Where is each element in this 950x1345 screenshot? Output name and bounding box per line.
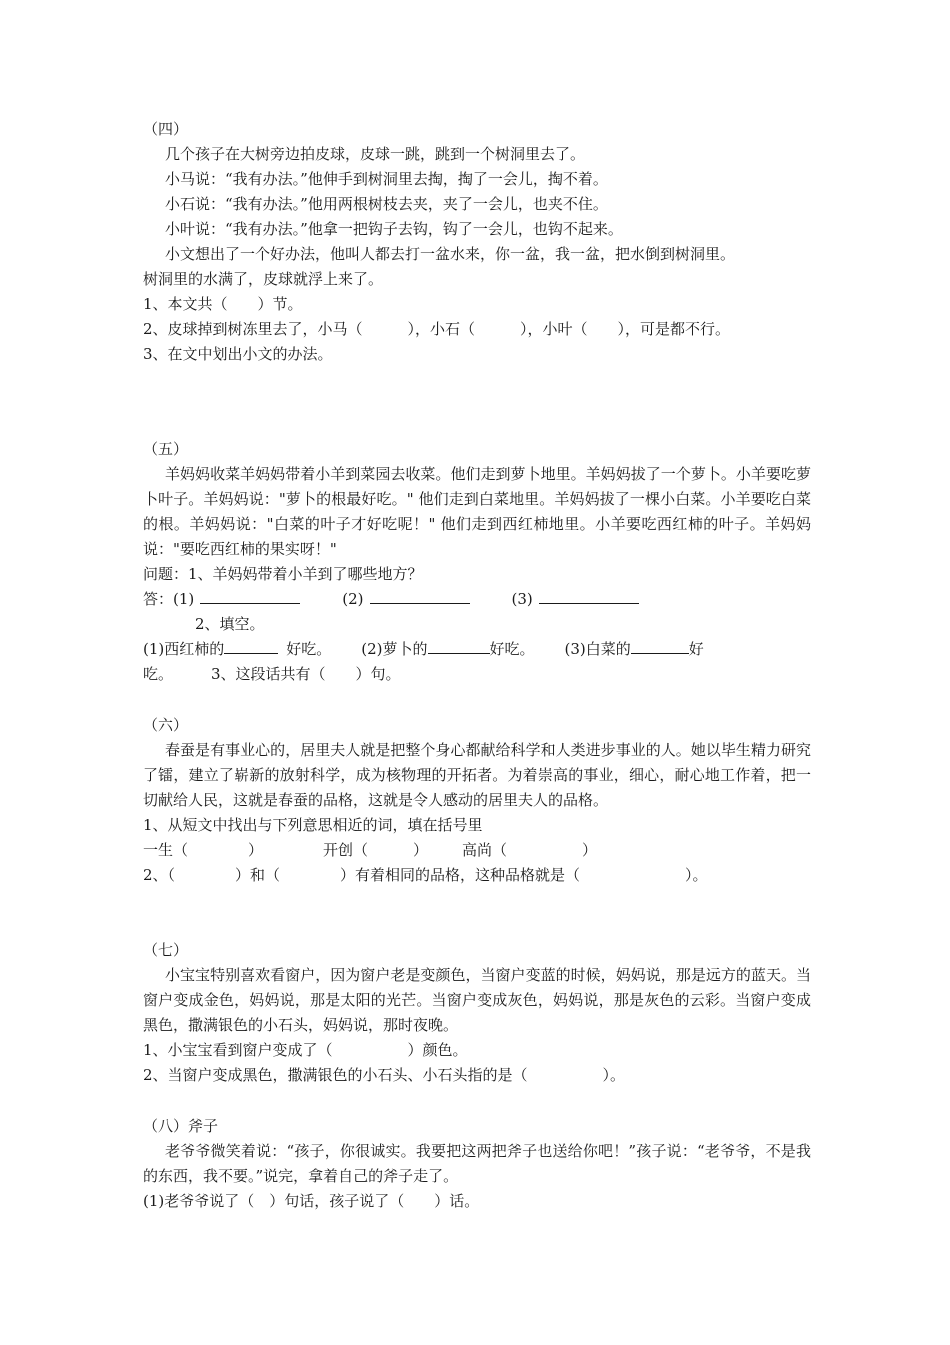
answer-label-3: (3) (511, 590, 533, 608)
section-4-line: 小马说：“我有办法。”他伸手到树洞里去掏，掏了一会儿，掏不着。 (165, 170, 608, 188)
section-4-line: 小叶说：“我有办法。”他拿一把钩子去钩，钩了一会儿，也钩不起来。 (165, 220, 623, 238)
fill-suffix-2: 好吃。 (489, 640, 535, 658)
section-6-passage: 春蚕是有事业心的，居里夫人就是把整个身心都献给科学和人类进步事业的人。她以毕生精力研究了镭，建立了崭新的放射科学，成为核物理的开拓者。为着崇高的事业，细心，耐心地工作着，把一切献给人民，这就是春蚕的品格，这就是令人感动的居里夫人的品格。 (143, 741, 811, 809)
section-4-question-3: 3、在文中划出小文的办法。 (143, 345, 333, 363)
section-6-heading: （六） (143, 716, 189, 734)
section-6-question-1: 1、从短文中找出与下列意思相近的词，填在括号里 (143, 816, 483, 834)
fill-blank-1[interactable] (224, 637, 278, 654)
answer-label-1: 答：(1) (143, 590, 195, 608)
fill-label-2: (2)萝卜的 (361, 640, 428, 658)
fill-label-3: (3)白菜的 (564, 640, 631, 658)
section-8 (143, 1114, 813, 1214)
section-4-line: 几个孩子在大树旁边拍皮球，皮球一跳，跳到一个树洞里去了。 (165, 145, 586, 163)
section-4-question-2: 2、皮球掉到树冻里去了，小马（ ），小石（ ），小叶（ ），可是都不行。 (143, 320, 731, 338)
section-5-fill-row (143, 637, 813, 662)
fill-tail: 吃。 (143, 665, 174, 683)
section-5-question-3: 3、这段话共有（ ）句。 (211, 665, 401, 683)
section-8-question-1: (1)老爷爷说了（ ）句话，孩子说了（ ）话。 (143, 1192, 480, 1210)
section-7-question-1: 1、小宝宝看到窗户变成了（ ）颜色。 (143, 1041, 468, 1059)
section-5-answer-row (143, 587, 813, 612)
fill-suffix-3: 好 (688, 640, 704, 658)
fill-suffix-1: 好吃。 (286, 640, 332, 658)
section-8-passage: 老爷爷微笑着说：“孩子，你很诚实。我要把这两把斧子也送给你吧！”孩子说：“老爷爷，不是我的东西，我不要。”说完，拿着自己的斧子走了。 (143, 1142, 811, 1185)
section-7 (143, 938, 813, 1088)
word-item-1: 一生（ ） (143, 841, 264, 859)
word-item-2: 开创（ ） (323, 841, 429, 859)
section-4-line: 树洞里的水满了，皮球就浮上来了。 (143, 270, 384, 288)
section-4 (143, 117, 813, 367)
section-8-heading: （八）斧子 (143, 1117, 219, 1135)
section-7-passage: 小宝宝特别喜欢看窗户，因为窗户老是变颜色，当窗户变蓝的时候，妈妈说，那是远方的蓝天。当窗户变成金色，妈妈说，那是太阳的光芒。当窗户变成灰色，妈妈说，那是灰色的云彩。当窗户变成黑色，撒满银色的小石头，妈妈说，那时夜晚。 (143, 966, 811, 1034)
section-4-line: 小石说：“我有办法。”他用两根树枝去夹，夹了一会儿，也夹不住。 (165, 195, 608, 213)
section-5-question-2: 2、填空。 (195, 615, 265, 633)
section-4-line: 小文想出了一个好办法，他叫人都去打一盆水来，你一盆，我一盆，把水倒到树洞里。 (165, 245, 736, 263)
answer-blank-3[interactable] (539, 587, 639, 604)
answer-label-2: (2) (342, 590, 364, 608)
fill-label-1: (1)西红柿的 (143, 640, 225, 658)
section-4-question-1: 1、本文共（ ）节。 (143, 295, 303, 313)
section-5-tail-row (143, 662, 813, 687)
answer-blank-2[interactable] (370, 587, 470, 604)
section-6 (143, 713, 813, 888)
section-6-question-2: 2、（ ）和（ ）有着相同的品格，这种品格就是（ ）。 (143, 866, 708, 884)
section-5 (143, 437, 813, 687)
fill-blank-3[interactable] (631, 637, 689, 654)
section-7-question-2: 2、当窗户变成黑色，撒满银色的小石头、小石头指的是（ ）。 (143, 1066, 626, 1084)
section-4-heading: （四） (143, 120, 189, 138)
worksheet-page (143, 117, 813, 1214)
word-item-3: 高尚（ ） (462, 841, 598, 859)
section-5-passage: 羊妈妈收菜羊妈妈带着小羊到菜园去收菜。他们走到萝卜地里。羊妈妈拔了一个萝卜。小羊要吃萝卜叶子。羊妈妈说："萝卜的根最好吃。" 他们走到白菜地里。羊妈妈拔了一棵小白菜。小羊要吃白菜的根。羊妈妈说："白菜的叶子才好吃呢！" 他们走到西红柿地里。小羊要吃西红柿的叶子。羊妈妈说："要吃西红柿的果实呀！" (143, 465, 811, 558)
answer-blank-1[interactable] (200, 587, 300, 604)
section-5-question-1: 问题：1、羊妈妈带着小羊到了哪些地方？ (143, 565, 423, 583)
section-6-word-row (143, 838, 813, 863)
fill-blank-2[interactable] (428, 637, 490, 654)
section-7-heading: （七） (143, 941, 189, 959)
section-5-heading: （五） (143, 440, 189, 458)
